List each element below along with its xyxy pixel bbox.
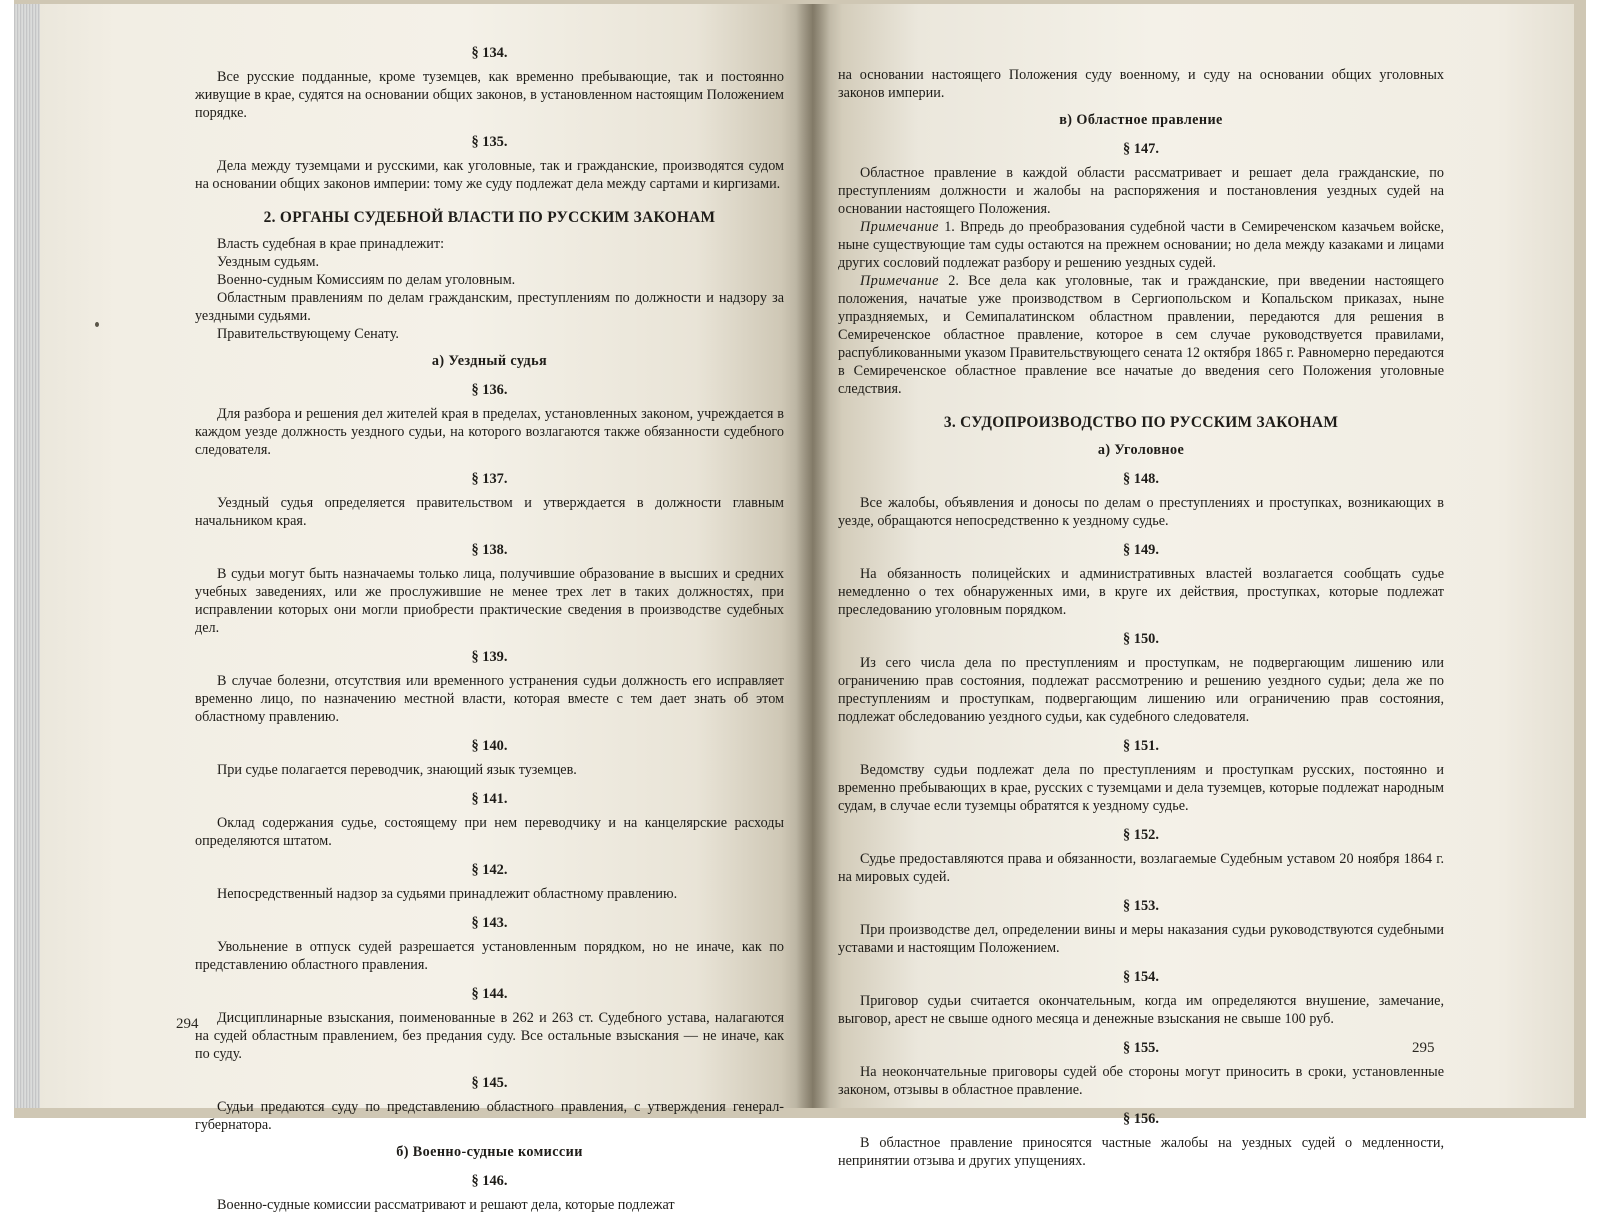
paragraph: Судьи предаются суду по представлению областного правления, с утверждения генерал-губернатора. [195,1099,784,1133]
paragraph: Все жалобы, объявления и доносы по делам о преступлениях и проступках, возникающих в уезде, обращаются непосредственно к уездному судье. [838,495,1444,529]
section-number: § 154. [1123,969,1159,985]
paragraph: Областным правлениям по делам гражданским, преступлениям по должности и надзору за уездными судьями. [195,290,784,324]
paragraph: При производстве дел, определении вины и меры наказания судьи руководствуются судебными уставами и настоящим Положением. [838,922,1444,956]
section-number: § 146. [471,1173,508,1189]
continued-paragraph: на основании настоящего Положения суду военному, и суду на основании общих уголовных законов империи. [838,67,1444,101]
section-number: § 135. [471,134,508,150]
paragraph: Все русские подданные, кроме туземцев, как временно пребывающие, так и постоянно живущие в крае, судятся на основании общих законов, в установленном настоящим Положением порядке. [195,69,784,121]
section-number: § 139. [471,649,508,665]
text-line: Уездным судьям. [217,254,320,270]
subsection-heading: а) Уголовное [1097,442,1185,458]
section-number: § 155. [1123,1040,1159,1056]
chapter-heading: 3. СУДОПРОИЗВОДСТВО ПО РУССКИМ ЗАКОНАМ [943,414,1339,431]
paragraph: Дисциплинарные взыскания, поименованные в 262 и 263 ст. Судебного устава, налагаются на судей областным правлением, без предания суду. Все остальные взыскания — не иначе, как по суду. [195,1010,784,1062]
subsection-heading: в) Областное правление [1059,112,1223,128]
left-page-text [195,44,784,1214]
section-number: § 153. [1123,898,1159,914]
paragraph: Непосредственный надзор за судьями принадлежит областному правлению. [217,886,678,902]
section-number: § 151. [1123,738,1159,754]
paragraph: Уездный судья определяется правительством и утверждается в должности главным начальником края. [195,495,784,529]
section-number: § 140. [471,738,508,754]
paragraph: Оклад содержания судье, состоящему при нем переводчику и на канцелярские расходы определяются штатом. [195,815,784,849]
paragraph: На обязанность полицейских и административных властей возлагается сообщать судье немедленно о тех обнаруженных ими, в круге их действия, проступках, которые подлежат преследованию уголовным порядком. [838,566,1444,618]
paragraph: При судье полагается переводчик, знающий язык туземцев. [217,762,577,778]
note-label: Примечание [860,273,939,289]
section-number: § 147. [1123,141,1159,157]
paragraph: Военно-судные комиссии рассматривают и решают дела, которые подлежат [217,1197,675,1213]
paragraph: Судье предоставляются права и обязанности, возлагаемые Судебным уставом 20 ноября 1864 г. на мировых судей. [838,851,1444,885]
text-line: Правительствующему Сенату. [217,326,399,342]
paragraph: Областное правление в каждой области рассматривает и решает дела гражданские, по преступлениям должности и жалобы на распоряжения и постановления уездных судей на основании настоящего Положения. [838,165,1444,217]
note-text: 2. Все дела как уголовные, так и гражданские, при введении настоящего положения, начатые уже производством в Сергиопольском и Копальском приказах, ныне упраздняемых, и Семипалатинском областном правлении, передаются для решения в Семиреченское областное правление, которое в сем случае руководствуется правилами, распубликованными указом Правительствующего сената 12 октября 1865 г. Равномерно передаются в Семиреченское областное правление все начатые до введения сего Положения уголовные следствия. [838,273,1444,397]
section-number: § 150. [1123,631,1159,647]
subsection-heading: б) Военно-судные комиссии [396,1144,583,1160]
note-label: Примечание [860,219,939,235]
section-number: § 152. [1123,827,1159,843]
section-number: § 141. [471,791,508,807]
paragraph: На неокончательные приговоры судей обе стороны могут приносить в сроки, установленные законом, отзывы в областное правление. [838,1064,1444,1098]
left-page [40,4,812,1213]
paragraph: Ведомству судьи подлежат дела по преступлениям и проступкам русских, постоянно и временно пребывающих в крае, русских с туземцами и дела туземцев, которые подлежат народным судам, в случае если туземцы обратятся к уездному судье. [838,762,1444,814]
text-line: Власть судебная в крае принадлежит: [217,236,445,252]
right-page [812,4,1574,1169]
section-number: § 138. [471,542,508,558]
chapter-heading: 2. ОРГАНЫ СУДЕБНОЙ ВЛАСТИ ПО РУССКИМ ЗАКОНАМ [263,209,716,226]
section-number: § 156. [1123,1111,1159,1127]
page-number-left: 294 [176,1016,199,1032]
paragraph: В случае болезни, отсутствия или временного устранения судьи должность его исправляет временно лицо, по назначению местной власти, которая вместе с тем дает знать об этом областному правлению. [195,673,784,725]
paragraph: Приговор судьи считается окончательным, когда им определяются внушение, замечание, выговор, арест не свыше одного месяца и денежные взыскания не свыше 100 руб. [838,993,1444,1027]
section-number: § 137. [471,471,508,487]
text-line: Военно-судным Комиссиям по делам уголовным. [217,272,516,288]
paragraph: Увольнение в отпуск судей разрешается установленным порядком, но не иначе, как по представлению областного правления. [195,939,784,973]
section-number: § 145. [471,1075,508,1091]
page-number-right: 295 [1412,1040,1435,1056]
paragraph: Из сего числа дела по преступлениям и проступкам, не подвергающим лишению или ограничению прав состояния, подлежат рассмотрению и решению уездного судьи; дела же по преступлениям и проступкам, подвергающим лишению или ограничению прав состояния, подлежат обследованию уездного судьи, как судебного следователя. [838,655,1444,725]
note-paragraph [838,218,1444,272]
section-number: § 143. [471,915,508,931]
note-paragraph [838,272,1444,398]
section-number: § 142. [471,862,508,878]
right-page-text [838,66,1444,1170]
subsection-heading: а) Уездный судья [431,353,548,369]
section-number: § 134. [471,45,508,61]
paragraph: Дела между туземцами и русскими, как уголовные, так и гражданские, производятся судом на основании общих законов империи: тому же суду подлежат дела между сартами и киргизами. [195,158,784,192]
section-number: § 144. [471,986,508,1002]
paragraph: Для разбора и решения дел жителей края в пределах, установленных законом, учреждается в каждом уезде должность уездного судьи, на которого возлагаются также обязанности судебного следователя. [195,406,784,458]
page-edges [14,4,41,1108]
paragraph: В областное правление приносятся частные жалобы на уездных судей о медленности, непринятии отзыва и других упущениях. [838,1135,1444,1169]
paragraph: В судьи могут быть назначаемы только лица, получившие образование в высших и средних учебных заведениях, или же прослужившие не менее трех лет в таких должностях, при исправлении которых они могли приобрести практические сведения в производстве судебных дел. [195,566,784,636]
binding-hole [95,322,99,327]
note-text: 1. Впредь до преобразования судебной части в Семиреченском казачьем войске, ныне существующие там суды остаются на прежнем основании; но дела между казаками и лицами других сословий подлежат разбору и решению уездных судей. [838,219,1445,271]
section-number: § 136. [471,382,508,398]
section-number: § 148. [1123,471,1159,487]
section-number: § 149. [1123,542,1159,558]
